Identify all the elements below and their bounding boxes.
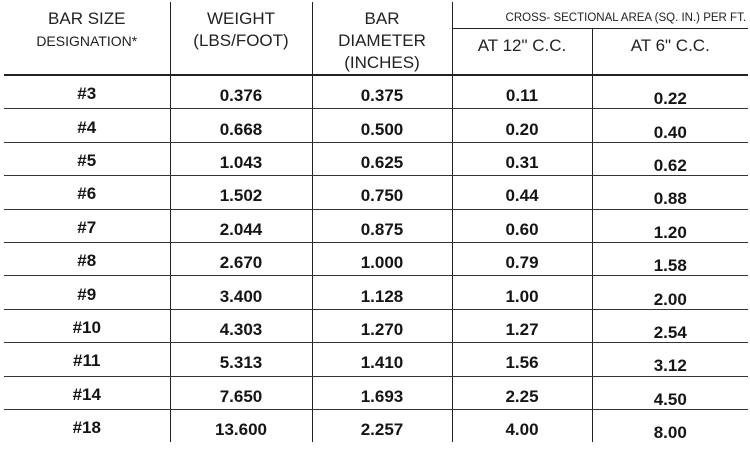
cell-bar-size <box>4 276 170 309</box>
cell-weight <box>170 142 312 175</box>
cell-area-at-12 <box>452 343 592 376</box>
cell-area-at-6 <box>592 242 748 275</box>
cell-weight <box>170 409 312 442</box>
table-row <box>4 376 748 409</box>
cell-area-at-12-value: 1.56 <box>505 353 539 373</box>
header-diameter-line1: BAR <box>364 9 400 28</box>
header-bar-size-line2: DESIGNATION* <box>36 33 138 49</box>
rebar-table-sheet <box>4 2 748 462</box>
table-row <box>4 75 748 109</box>
table-row <box>4 142 748 175</box>
cell-area-at-12 <box>452 209 592 242</box>
cell-area-at-12-value: 1.27 <box>505 319 539 339</box>
cell-area-at-6-value: 3.12 <box>653 356 687 376</box>
cell-area-at-6 <box>592 309 748 342</box>
cell-area-at-6-value: 2.54 <box>653 322 687 342</box>
cell-diameter <box>312 409 452 442</box>
cell-area-at-12-value: 0.20 <box>505 119 539 139</box>
cell-diameter-value: 1.270 <box>360 319 404 339</box>
cell-bar-size-value: #4 <box>77 117 97 137</box>
cell-bar-size-value: #14 <box>72 384 101 404</box>
cell-weight <box>170 176 312 209</box>
cell-area-at-6 <box>592 276 748 309</box>
cell-area-at-6-value: 1.20 <box>653 222 687 242</box>
cell-weight-value: 1.502 <box>219 186 263 206</box>
cell-weight <box>170 376 312 409</box>
header-weight <box>170 2 312 75</box>
cell-area-at-12 <box>452 276 592 309</box>
cell-weight-value: 0.376 <box>219 86 263 106</box>
cell-diameter <box>312 343 452 376</box>
cell-area-at-6 <box>592 409 748 442</box>
cell-diameter <box>312 109 452 142</box>
cell-weight-value: 1.043 <box>219 152 263 172</box>
cell-diameter-value: 1.128 <box>360 286 404 306</box>
cell-weight-value: 3.400 <box>219 286 263 306</box>
cell-diameter <box>312 142 452 175</box>
cell-area-at-6-value: 1.58 <box>653 256 687 276</box>
cell-area-at-12-value: 0.31 <box>505 152 539 172</box>
cell-bar-size-value: #11 <box>73 351 101 371</box>
cell-weight <box>170 343 312 376</box>
cell-bar-size-value: #8 <box>77 251 97 271</box>
cell-weight <box>170 309 312 342</box>
cell-weight <box>170 75 312 109</box>
header-bar-size-line1: BAR SIZE <box>48 9 126 28</box>
cell-bar-size <box>4 109 170 142</box>
cell-bar-size <box>4 75 170 109</box>
table-row <box>4 276 748 309</box>
cell-weight-value: 13.600 <box>215 420 267 440</box>
cell-diameter-value: 0.375 <box>360 86 404 106</box>
cell-diameter-value: 0.750 <box>360 186 404 206</box>
table-row <box>4 176 748 209</box>
cell-area-at-12-value: 0.79 <box>505 253 539 273</box>
cell-bar-size-value: #18 <box>72 418 101 438</box>
cell-diameter <box>312 376 452 409</box>
cell-diameter <box>312 209 452 242</box>
cell-area-at-12 <box>452 142 592 175</box>
cell-area-at-12-value: 1.00 <box>505 286 539 306</box>
cell-area-at-6 <box>592 109 748 142</box>
header-cross-sectional-area: CROSS- SECTIONAL AREA (SQ. IN.) PER FT. <box>452 2 748 28</box>
cell-diameter-value: 1.000 <box>360 253 404 273</box>
rebar-properties-table <box>4 2 748 442</box>
cell-diameter-value: 1.410 <box>360 353 404 373</box>
cell-area-at-12 <box>452 176 592 209</box>
table-row <box>4 409 748 442</box>
cell-diameter-value: 0.625 <box>360 152 404 172</box>
header-weight-line1: WEIGHT <box>207 9 275 28</box>
table-row <box>4 309 748 342</box>
table-header <box>4 2 748 75</box>
cell-bar-size <box>4 242 170 275</box>
table-row <box>4 109 748 142</box>
header-at-12-cc: AT 12" C.C. <box>452 28 592 75</box>
cell-area-at-12 <box>452 109 592 142</box>
cell-weight-value: 0.668 <box>219 119 263 139</box>
cell-area-at-12-value: 0.11 <box>505 86 539 106</box>
cell-bar-size <box>4 309 170 342</box>
cell-area-at-6 <box>592 376 748 409</box>
cell-area-at-6 <box>592 343 748 376</box>
table-body <box>4 75 748 442</box>
cell-area-at-6-value: 0.22 <box>653 89 687 109</box>
cell-area-at-6 <box>592 176 748 209</box>
cell-area-at-12 <box>452 75 592 109</box>
cell-area-at-6 <box>592 142 748 175</box>
cell-area-at-6-value: 4.50 <box>653 389 687 409</box>
cell-diameter <box>312 276 452 309</box>
cell-area-at-6 <box>592 209 748 242</box>
cell-area-at-6-value: 0.62 <box>653 155 687 175</box>
cell-weight <box>170 209 312 242</box>
table-row <box>4 242 748 275</box>
cell-diameter-value: 0.875 <box>360 219 404 239</box>
cell-bar-size-value: #7 <box>77 217 97 237</box>
cell-weight-value: 4.303 <box>219 319 263 339</box>
cell-bar-size <box>4 343 170 376</box>
header-diameter <box>312 2 452 75</box>
cell-weight-value: 5.313 <box>219 353 263 373</box>
cell-diameter <box>312 309 452 342</box>
cell-bar-size <box>4 409 170 442</box>
header-at-6-cc: AT 6" C.C. <box>592 28 748 75</box>
cell-diameter-value: 1.693 <box>360 386 404 406</box>
cell-bar-size-value: #6 <box>77 184 97 204</box>
cell-area-at-12 <box>452 376 592 409</box>
cell-area-at-6 <box>592 75 748 109</box>
cell-weight-value: 7.650 <box>219 386 263 406</box>
cell-area-at-12-value: 4.00 <box>505 420 539 440</box>
cell-area-at-6-value: 0.88 <box>653 189 687 209</box>
table-row <box>4 209 748 242</box>
cell-bar-size-value: #3 <box>77 84 97 104</box>
header-weight-line2: (LBS/FOOT) <box>193 31 289 50</box>
cell-area-at-12 <box>452 409 592 442</box>
cell-bar-size <box>4 142 170 175</box>
cell-area-at-12 <box>452 242 592 275</box>
cell-area-at-6-value: 2.00 <box>653 289 687 309</box>
cell-weight <box>170 276 312 309</box>
cell-area-at-12 <box>452 309 592 342</box>
cell-bar-size <box>4 209 170 242</box>
cell-weight-value: 2.670 <box>219 253 263 273</box>
header-bar-size <box>4 2 170 75</box>
cell-area-at-6-value: 0.40 <box>653 122 687 142</box>
cell-weight-value: 2.044 <box>219 219 263 239</box>
cell-weight <box>170 109 312 142</box>
cell-bar-size-value: #9 <box>77 284 97 304</box>
cell-area-at-12-value: 2.25 <box>505 386 539 406</box>
cell-area-at-6-value: 8.00 <box>653 423 687 443</box>
cell-bar-size <box>4 176 170 209</box>
cell-diameter-value: 2.257 <box>360 420 404 440</box>
cell-bar-size-value: #10 <box>72 317 101 337</box>
cell-area-at-12-value: 0.44 <box>505 186 539 206</box>
cell-diameter-value: 0.500 <box>360 119 404 139</box>
header-diameter-line3: (INCHES) <box>344 53 420 72</box>
cell-bar-size-value: #5 <box>77 150 97 170</box>
header-diameter-line2: DIAMETER <box>338 31 426 50</box>
cell-bar-size <box>4 376 170 409</box>
cell-weight <box>170 242 312 275</box>
table-row <box>4 343 748 376</box>
cell-diameter <box>312 176 452 209</box>
cell-diameter <box>312 75 452 109</box>
cell-diameter <box>312 242 452 275</box>
cell-area-at-12-value: 0.60 <box>505 219 539 239</box>
